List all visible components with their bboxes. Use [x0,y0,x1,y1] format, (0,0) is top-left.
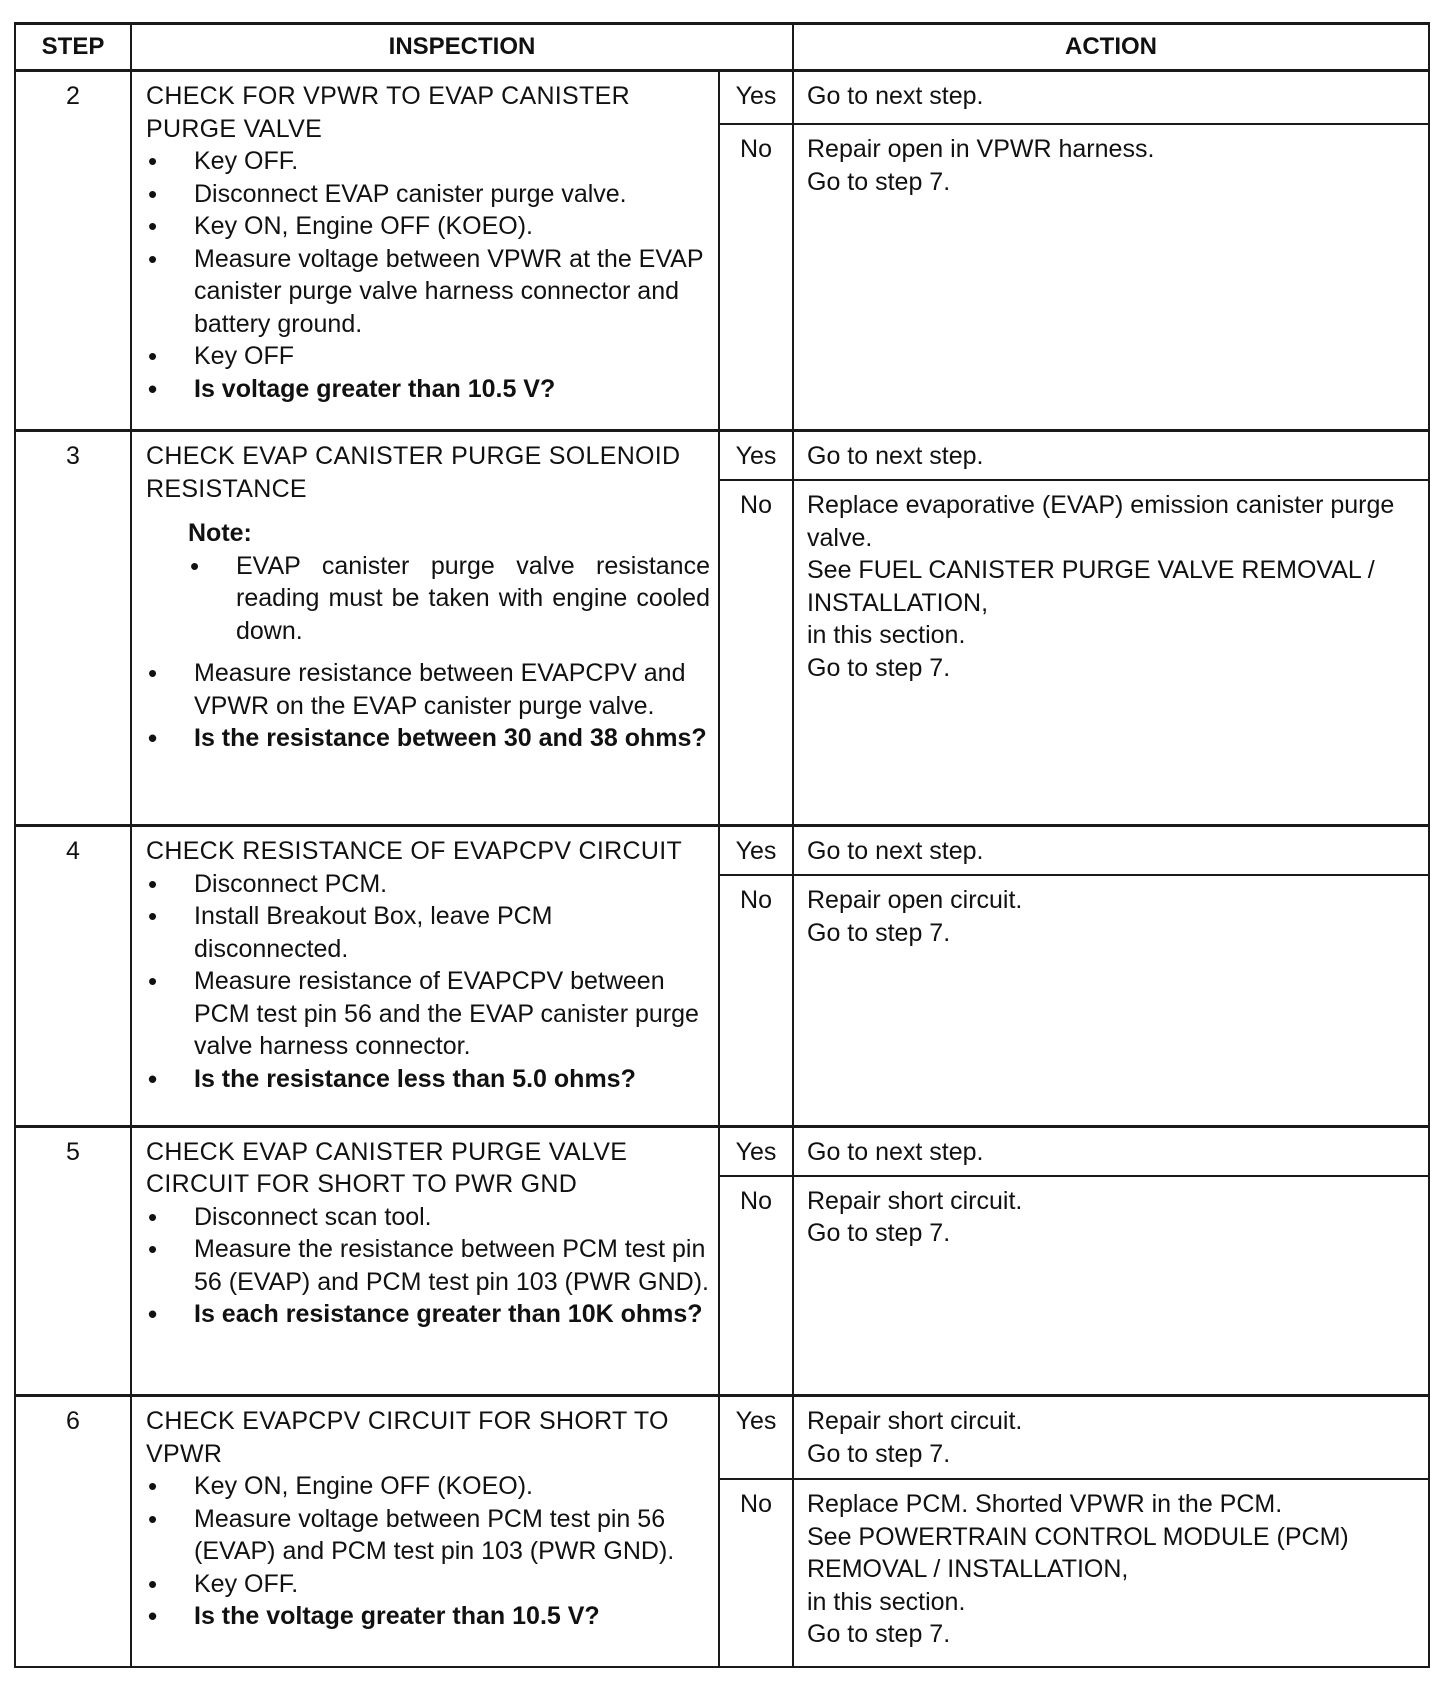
bullet-item: • Key OFF. [146,1568,710,1601]
action-line: Go to step 7. [807,918,951,947]
inspection-header: INSPECTION [131,24,793,71]
diagnostic-table [14,22,1430,1668]
bullet-item: • Key ON, Engine OFF (KOEO). [146,210,710,243]
action-line: Go to next step. [807,837,984,866]
header-row [15,24,1429,71]
no-label: No [719,1479,793,1667]
bullet-item: • Measure resistance of EVAPCPV between PCM test pin 56 and the EVAP canister purge valve harness connector. [146,965,710,1063]
action-line: in this section. [807,621,966,650]
yes-action [793,1126,1429,1176]
yes-label: Yes [719,826,793,876]
no-label: No [719,124,793,431]
action-line: Repair short circuit. [807,1407,1023,1436]
step-number: 6 [15,1396,131,1667]
inspection-bullets [146,868,710,1096]
inspection-cell [131,826,719,1126]
bullet-item: • Key ON, Engine OFF (KOEO). [146,1470,710,1503]
action-line: Go to next step. [807,82,984,110]
step-row-5 [15,1126,1429,1176]
inspection-title: CHECK EVAP CANISTER PURGE SOLENOID RESISTANCE [146,442,681,503]
no-action [793,480,1429,826]
action-line: Go to next step. [807,1137,984,1166]
no-label: No [719,875,793,1126]
action-line: Replace evaporative (EVAP) emission canister purge valve. [807,491,1395,552]
step-number: 3 [15,431,131,826]
action-line: Repair short circuit. [807,1186,1023,1215]
step-number: 4 [15,826,131,1126]
action-line: Go to step 7. [807,167,951,196]
bullet-item: • Install Breakout Box, leave PCM disconnected. [146,900,710,965]
inspection-cell [131,1396,719,1667]
step-row-3 [15,431,1429,481]
bullet-item: • Disconnect EVAP canister purge valve. [146,178,710,211]
no-action [793,875,1429,1126]
inspection-title: CHECK EVAPCPV CIRCUIT FOR SHORT TO VPWR [146,1407,669,1468]
action-line: See FUEL CANISTER PURGE VALVE REMOVAL / INSTALLATION, [807,556,1375,617]
bullet-item: • Measure voltage between PCM test pin 56 (EVAP) and PCM test pin 103 (PWR GND). [146,1503,710,1568]
yes-action [793,71,1429,125]
note-bullet-item: • EVAP canister purge valve resistance reading must be taken with engine cooled down. [188,550,710,648]
inspection-cell [131,71,719,431]
step-number: 5 [15,1126,131,1396]
action-line: See POWERTRAIN CONTROL MODULE (PCM) REMOVAL / INSTALLATION, [807,1522,1349,1584]
inspection-bullets [146,1201,710,1331]
inspection-cell [131,431,719,826]
action-line: Go to next step. [807,442,984,471]
no-action [793,1176,1429,1396]
bullet-item: • Measure the resistance between PCM test pin 56 (EVAP) and PCM test pin 103 (PWR GND). [146,1233,710,1298]
action-line: Go to step 7. [807,1439,951,1468]
note-bullets [188,550,710,648]
action-line: Replace PCM. Shorted VPWR in the PCM. [807,1490,1283,1519]
table-body [15,71,1429,1668]
step-number: 2 [15,71,131,431]
bullet-item: • Key OFF. [146,145,710,178]
yes-action [793,826,1429,876]
yes-label: Yes [719,71,793,125]
action-line: Go to step 7. [807,1219,951,1247]
no-action [793,124,1429,431]
inspection-cell [131,1126,719,1396]
bullet-item: • Is the resistance less than 5.0 ohms? [146,1063,710,1096]
bullet-item: • Is each resistance greater than 10K ohms? [146,1298,710,1331]
inspection-title: CHECK FOR VPWR TO EVAP CANISTER PURGE VALVE [146,82,630,143]
no-label: No [719,480,793,826]
bullet-item: • Is the voltage greater than 10.5 V? [146,1600,710,1633]
action-header: ACTION [793,24,1429,71]
yes-label: Yes [719,1396,793,1480]
action-line: Go to step 7. [807,653,951,682]
action-line: in this section. [807,1587,966,1616]
action-line: Go to step 7. [807,1620,951,1649]
action-line: Repair open circuit. [807,886,1023,915]
note-block [188,517,710,647]
inspection-bullets [146,145,710,405]
yes-action [793,1396,1429,1480]
yes-label: Yes [719,1126,793,1176]
bullet-item: • Disconnect scan tool. [146,1201,710,1234]
note-label: Note: [188,519,252,548]
yes-action [793,431,1429,481]
inspection-title: CHECK RESISTANCE OF EVAPCPV CIRCUIT [146,837,683,866]
step-row-4 [15,826,1429,876]
no-label: No [719,1176,793,1396]
step-header: STEP [15,24,131,71]
inspection-title: CHECK EVAP CANISTER PURGE VALVE CIRCUIT FOR SHORT TO PWR GND [146,1137,628,1198]
yes-label: Yes [719,431,793,481]
bullet-item: • Measure resistance between EVAPCPV and VPWR on the EVAP canister purge valve. [146,657,710,722]
bullet-item: • Measure voltage between VPWR at the EVAP canister purge valve harness connector and battery ground. [146,243,710,341]
inspection-bullets [146,1470,710,1633]
no-action [793,1479,1429,1667]
bullet-item: • Is the resistance between 30 and 38 ohms? [146,722,710,755]
step-row-2 [15,71,1429,125]
bullet-item: • Key OFF [146,340,710,373]
action-line: Repair open in VPWR harness. [807,135,1155,164]
step-row-6 [15,1396,1429,1480]
inspection-bullets [146,657,710,755]
bullet-item: • Disconnect PCM. [146,868,710,901]
bullet-item: • Is voltage greater than 10.5 V? [146,373,710,406]
